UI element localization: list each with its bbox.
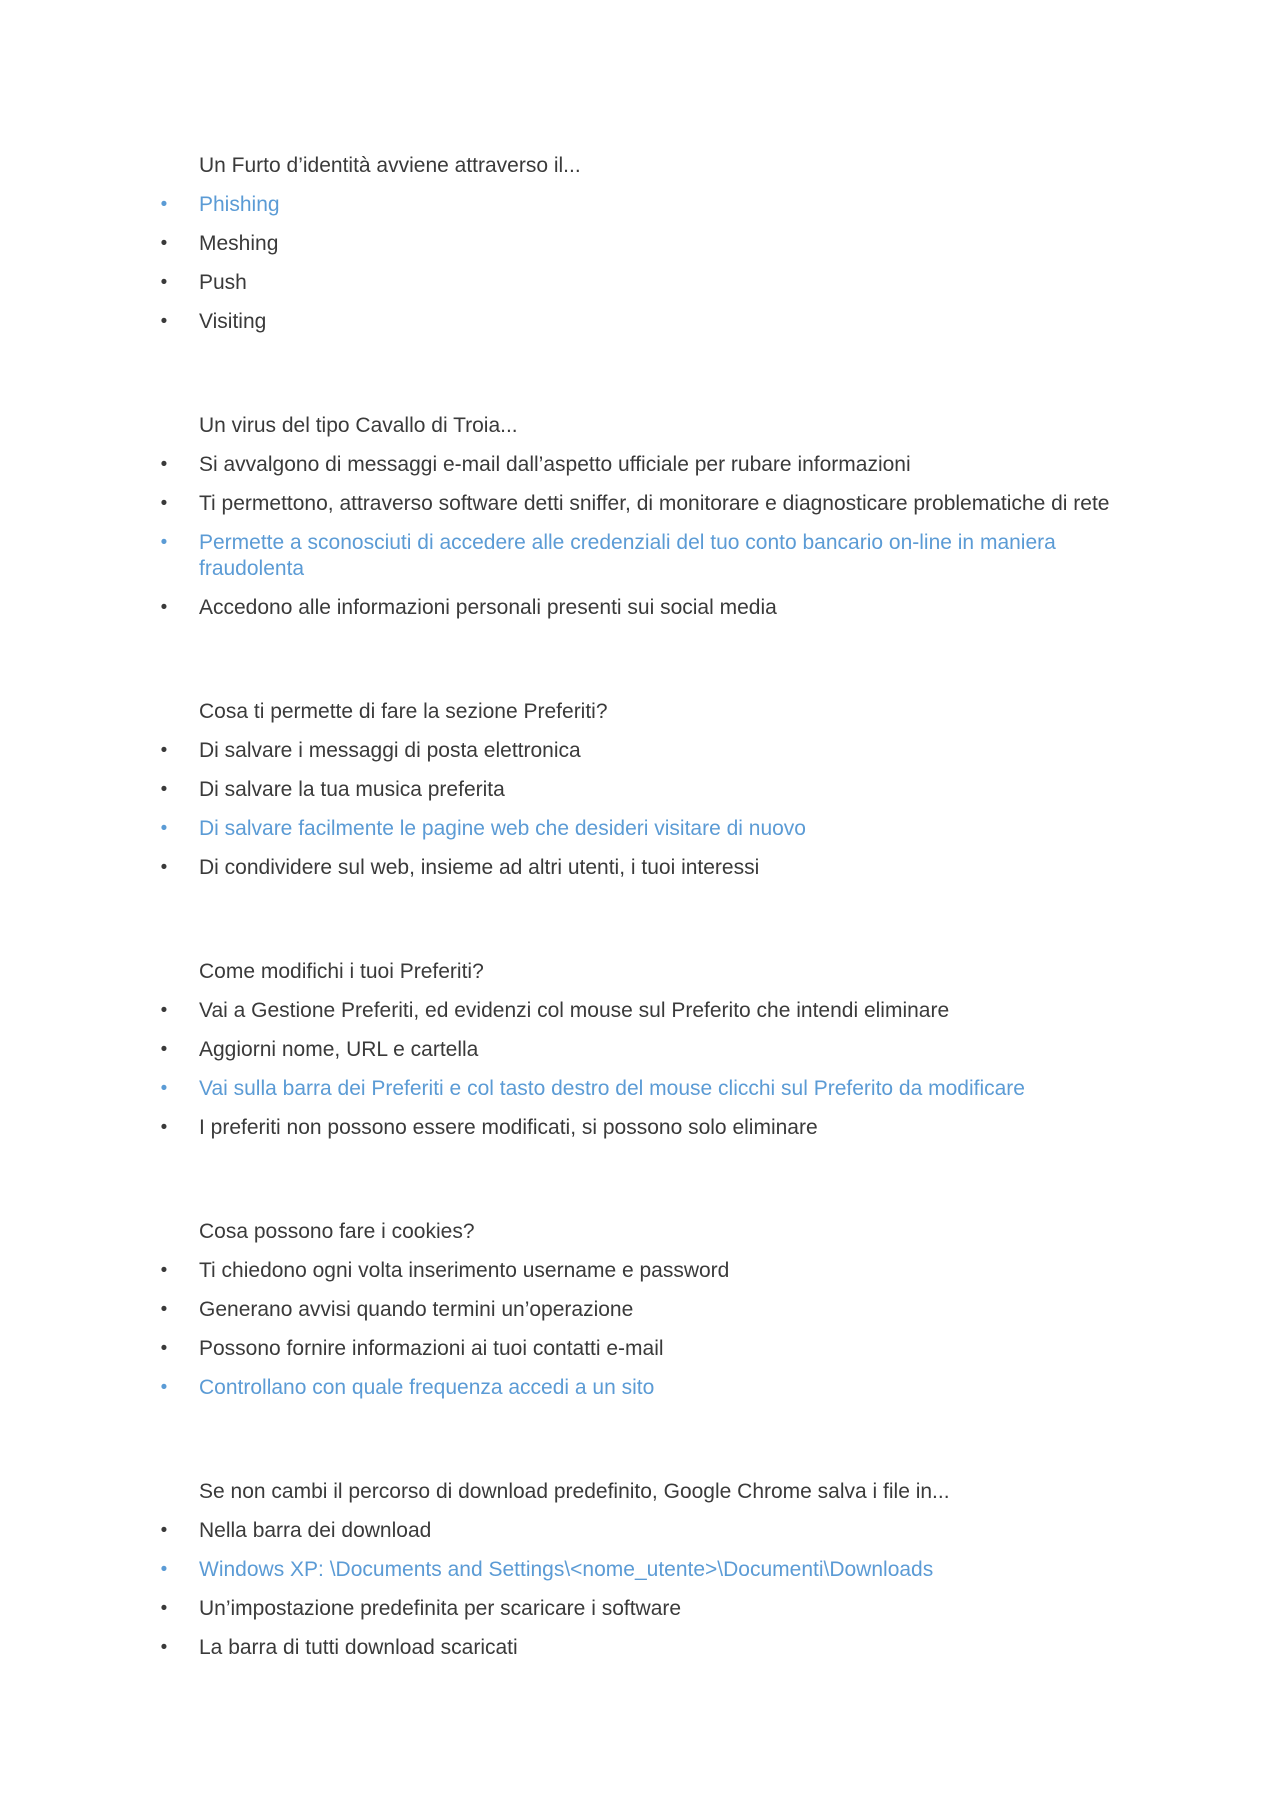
answer-text: La barra di tutti download scaricati bbox=[199, 1636, 518, 1659]
answer-text: Push bbox=[199, 271, 247, 294]
answer-text: Di salvare facilmente le pagine web che desideri visitare di nuovo bbox=[199, 817, 806, 840]
answer-text: Ti chiedono ogni volta inserimento username e password bbox=[199, 1259, 730, 1282]
answer-text: Si avvalgono di messaggi e-mail dall’aspetto ufficiale per rubare informazioni bbox=[199, 453, 911, 476]
bullet-icon: • bbox=[160, 1520, 168, 1541]
bullet-icon: • bbox=[160, 1039, 168, 1060]
answer-text: Accedono alle informazioni personali presenti sui social media bbox=[199, 596, 777, 619]
bullet-icon: • bbox=[160, 1000, 168, 1021]
answer-text: Di salvare i messaggi di posta elettronica bbox=[199, 739, 581, 762]
answer-text: Controllano con quale frequenza accedi a un sito bbox=[199, 1376, 655, 1399]
answer-text: Phishing bbox=[199, 193, 280, 216]
answer-text: Visiting bbox=[199, 310, 267, 333]
answer-text: Permette a sconosciuti di accedere alle credenziali del tuo conto bancario on-line in maniera fraudolenta bbox=[199, 531, 1056, 580]
answer-text: Generano avvisi quando termini un’operazione bbox=[199, 1298, 634, 1321]
question-text: Cosa possono fare i cookies? bbox=[199, 1220, 475, 1243]
bullet-icon: • bbox=[160, 857, 168, 878]
answer-text: Vai sulla barra dei Preferiti e col tasto destro del mouse clicchi sul Preferito da modificare bbox=[199, 1077, 1025, 1100]
answer-text: Nella barra dei download bbox=[199, 1519, 432, 1542]
bullet-icon: • bbox=[160, 1078, 168, 1099]
bullet-icon: • bbox=[160, 311, 168, 332]
bullet-icon: • bbox=[160, 779, 168, 800]
question-text: Cosa ti permette di fare la sezione Preferiti? bbox=[199, 700, 608, 723]
answer-text: Possono fornire informazioni ai tuoi contatti e-mail bbox=[199, 1337, 664, 1360]
question-text: Come modifichi i tuoi Preferiti? bbox=[199, 960, 484, 983]
answer-text: Aggiorni nome, URL e cartella bbox=[199, 1038, 479, 1061]
question-text: Un virus del tipo Cavallo di Troia... bbox=[199, 414, 518, 437]
answer-text: Vai a Gestione Preferiti, ed evidenzi col mouse sul Preferito che intendi eliminare bbox=[199, 999, 950, 1022]
answer-text: Windows XP: \Documents and Settings\<nome_utente>\Documenti\Downloads bbox=[199, 1558, 934, 1581]
answer-text: I preferiti non possono essere modificati, si possono solo eliminare bbox=[199, 1116, 818, 1139]
bullet-icon: • bbox=[160, 272, 168, 293]
bullet-icon: • bbox=[160, 1260, 168, 1281]
bullet-icon: • bbox=[160, 597, 168, 618]
answer-text: Di condividere sul web, insieme ad altri utenti, i tuoi interessi bbox=[199, 856, 760, 879]
bullet-icon: • bbox=[160, 532, 168, 553]
answer-text: Ti permettono, attraverso software detti sniffer, di monitorare e diagnosticare problematiche di rete bbox=[199, 492, 1110, 515]
answer-text: Di salvare la tua musica preferita bbox=[199, 778, 505, 801]
bullet-icon: • bbox=[160, 1338, 168, 1359]
bullet-icon: • bbox=[160, 493, 168, 514]
bullet-icon: • bbox=[160, 1637, 168, 1658]
bullet-icon: • bbox=[160, 740, 168, 761]
bullet-icon: • bbox=[160, 1299, 168, 1320]
bullet-icon: • bbox=[160, 194, 168, 215]
bullet-icon: • bbox=[160, 233, 168, 254]
bullet-icon: • bbox=[160, 1598, 168, 1619]
bullet-icon: • bbox=[160, 454, 168, 475]
answer-text: Meshing bbox=[199, 232, 279, 255]
bullet-icon: • bbox=[160, 818, 168, 839]
bullet-icon: • bbox=[160, 1377, 168, 1398]
question-text: Se non cambi il percorso di download predefinito, Google Chrome salva i file in... bbox=[199, 1480, 950, 1503]
bullet-icon: • bbox=[160, 1559, 168, 1580]
question-text: Un Furto d’identità avviene attraverso il... bbox=[199, 154, 581, 177]
bullet-icon: • bbox=[160, 1117, 168, 1138]
answer-text: Un’impostazione predefinita per scaricare i software bbox=[199, 1597, 682, 1620]
